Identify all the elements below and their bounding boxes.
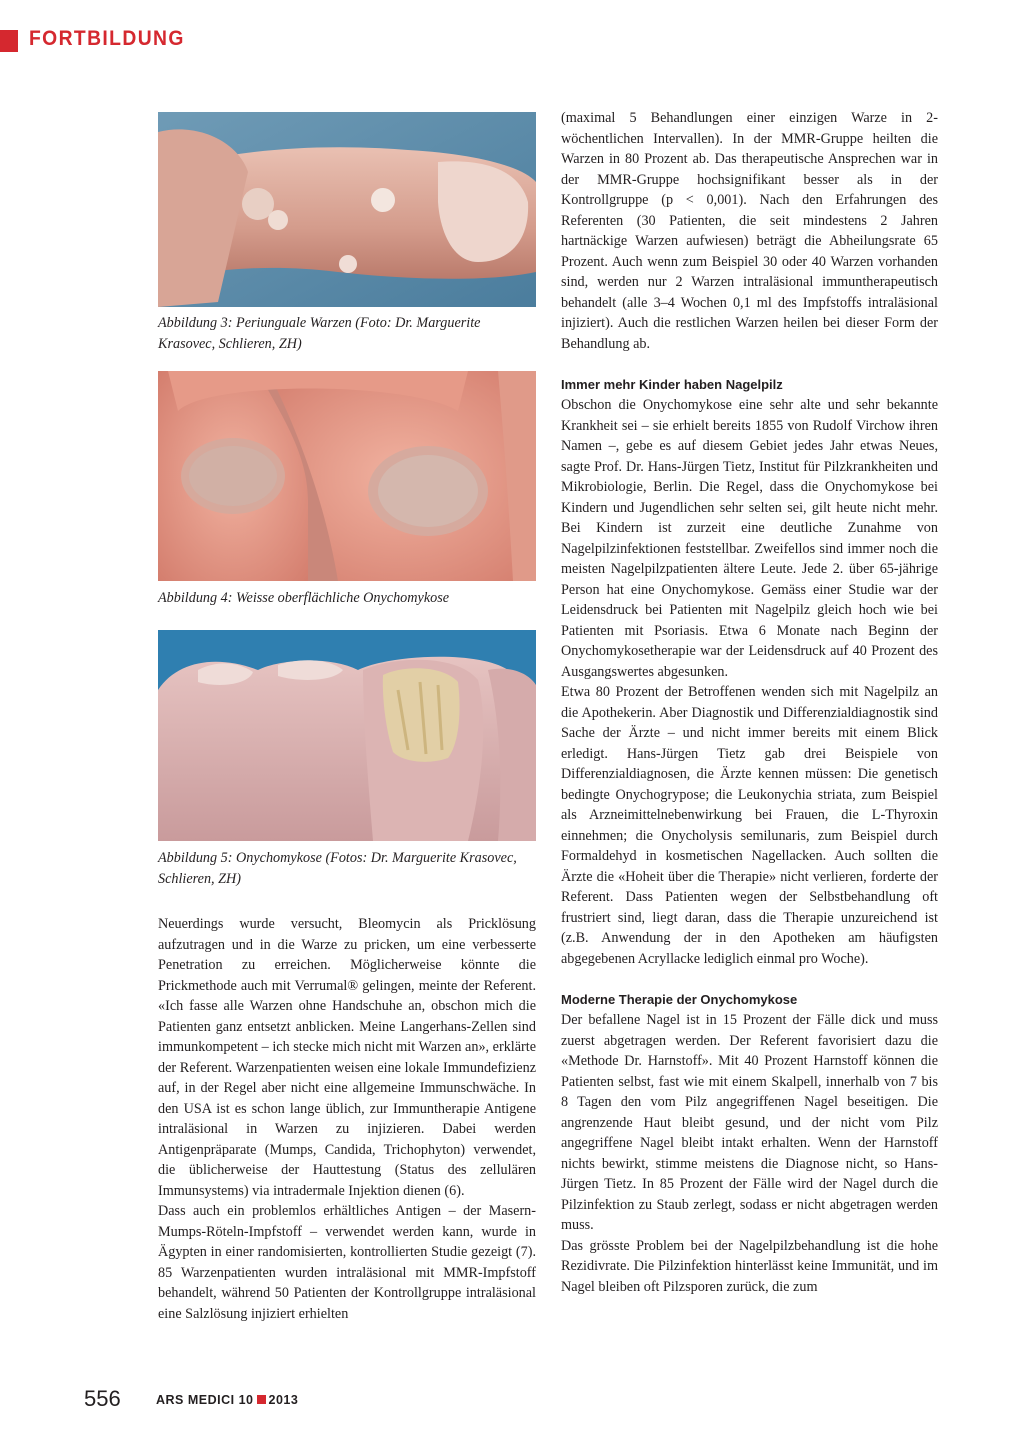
figure-4-photo — [158, 371, 536, 581]
figure-4-caption: Abbildung 4: Weisse oberflächliche Onychomykose — [158, 590, 450, 606]
square-icon — [257, 1395, 266, 1404]
paragraph: Dass auch ein problemlos erhältliches Antigen – der Masern-Mumps-Röteln-Impfstoff – verwendet werden kann, wurde in Ägypten in einer randomisierten, kontrollierten Studie gezeigt (7). 85 Warzenpatienten wurden intraläsional mit MMR-Impfstoff behandelt, während 50 Patienten der Kontrollgruppe intraläsional eine Salzlösung injiziert erhielten — [158, 1203, 536, 1322]
paragraph: Obschon die Onychomykose eine sehr alte und sehr bekannte Krankheit sei – sie erhielt bereits 1855 von Rudolf Virchow ihren Namen –, gebe es auf diesem Gebiet jedes Jahr etwas Neues, sagte Prof. Dr. Hans-Jürgen Tietz, Institut für Pilzkrankheiten und Mikrobiologie, Berlin. Die Regel, dass die Onychomykose bei Kindern und Jugendlichen sehr selten sei, gilt heute nicht mehr. Bei Kindern ist zurzeit eine deutliche Zunahme von Nagelpilzinfektionen feststellbar. Zweifellos sind immer noch die meisten Nagelpilzpatienten ältere Leute. Jede 2. über 65-jährige Person hat eine Onychomykose. Gemäss einer Studie war der Leidensdruck bei Patienten mit Nagelpilz gleich hoch wie bei Patienten mit Psoriasis. Etwa 6 Monate nach Beginn der Onychomykosetherapie war der Leidensdruck auf 40 Prozent des Ausgangswertes abgesunken. — [561, 397, 938, 680]
paragraph: Das grösste Problem bei der Nagelpilzbehandlung ist die hohe Rezidivrate. Die Pilzinfektion hinterlässt keine Immunität, und im Nagel bleiben oft Pilzsporen zurück, die zum — [561, 1237, 938, 1295]
right-column — [561, 108, 938, 1297]
journal-year: 2013 — [268, 1393, 299, 1407]
section-title: FORTBILDUNG — [29, 27, 185, 50]
page-number: 556 — [84, 1386, 121, 1411]
paragraph: (maximal 5 Behandlungen einer einzigen Warze in 2-wöchentlichen Intervallen). In der MMR-Gruppe heilten die Warzen in 80 Prozent ab. Das therapeutische Ansprechen war in der MMR-Gruppe hochsignifikant besser als in der Kontrollgruppe (p < 0,001). Nach den Erfahrungen des Referenten (30 Patienten, die seit mindestens 2 Jahren hartnäckige Warzen aufwiesen) beträgt die Abheilungsrate 65 Prozent. Auch wenn zum Beispiel 30 oder 40 Warzen vorhanden sind, werden nur 2 Warzen intraläsional immuntherapeutisch behandelt (alle 3–4 Wochen 0,1 ml des Impfstoffs intraläsional injiziert). Auch die restlichen Warzen heilen bei dieser Form der Behandlung ab. — [561, 110, 938, 352]
paragraph: Neuerdings wurde versucht, Bleomycin als Pricklösung aufzutragen und in die Warze zu pricken, um eine verbesserte Penetration zu erreichen. Möglicherweise könnte die Prickmethode auch mit Verrumal® gelingen, meinte der Referent. «Ich fasse alle Warzen ohne Handschuhe an, obschon mich die Patienten ganz entsetzt anblicken. Meine Langerhans-Zellen sind immunkompetent – ich stecke mich nicht mit Warzen an», erklärte der Referent. Warzenpatienten weisen eine lokale Immundefizienz auf, in der Regel aber nicht eine allgemeine Immunschwäche. In den USA ist es schon lange üblich, zur Immuntherapie Antigene intraläsional in Warzen zu injizieren. Dabei werden Antigenpräparate (Mumps, Candida, Trichophyton) verwendet, die üblicherweise der Hauttestung (Status des zellulären Immunsystems) via intradermale Injektion dienen (6). — [158, 916, 536, 1199]
figure-3-photo — [158, 112, 536, 307]
figure-5-photo — [158, 630, 536, 841]
figure-3-caption: Abbildung 3: Periunguale Warzen (Foto: Dr. Marguerite Krasovec, Schlieren, ZH) — [158, 315, 481, 352]
journal-name — [156, 1393, 298, 1407]
paragraph: Der befallene Nagel ist in 15 Prozent der Fälle dick und muss zuerst abgetragen werden. Der Referent favorisiert dazu die «Methode Dr. Harnstoff». Mit 40 Prozent Harnstoff können die Patienten selbst, fast wie mit einem Skalpell, innerhalb von 7 bis 8 Tagen den vom Pilz angegriffenen Nagel beseitigen. Die angrenzende Haut bleibt gesund, und der nicht vom Pilz angegriffene Nagel bleibt intakt erhalten. Wenn der Harnstoff nichts bewirkt, stimme meistens die Diagnose nicht, so Hans-Jürgen Tietz. In 85 Prozent der Fälle wird der Nagel durch die Pilzinfektion zu Staub zerlegt, sodass er nicht abgetragen werden muss. — [561, 1012, 938, 1233]
section-marker — [0, 30, 18, 52]
journal-title: ARS MEDICI 10 — [156, 1393, 254, 1407]
section-heading: Moderne Therapie der Onychomykose — [561, 991, 798, 1007]
section-heading: Immer mehr Kinder haben Nagelpilz — [561, 376, 783, 392]
figure-5-caption: Abbildung 5: Onychomykose (Fotos: Dr. Marguerite Krasovec, Schlieren, ZH) — [158, 850, 517, 887]
left-column — [158, 914, 536, 1324]
paragraph: Etwa 80 Prozent der Betroffenen wenden sich mit Nagelpilz an die Apothekerin. Aber Diagnostik und Differenzialdiagnostik sind Sache der Ärzte – und nicht immer bereits mit einem Blick erledigt. Hans-Jürgen Tietz gab drei Beispiele von Differenzialdiagnosen, die Ärzte kennen müssen: Die genetisch bedingte Onychogrypose; die Leukonychia striata, zum Beispiel als Arzneimittelnebenwirkung bei Frauen, die L-Thyroxin einnehmen; die Onycholysis semilunaris, zum Beispiel durch Formaldehyd in kosmetischen Nagellacken. Auch sollten die Ärzte die «Hoheit über die Therapie» nicht verlieren, forderte der Referent. Dass Patienten wegen der Selbstbehandlung oft frustriert sind, liegt daran, dass die Therapie unzureichend ist (z.B. Anwendung der in den Apotheken am häufigsten abgegebenen Acryllacke lediglich einmal pro Woche). — [561, 684, 938, 967]
